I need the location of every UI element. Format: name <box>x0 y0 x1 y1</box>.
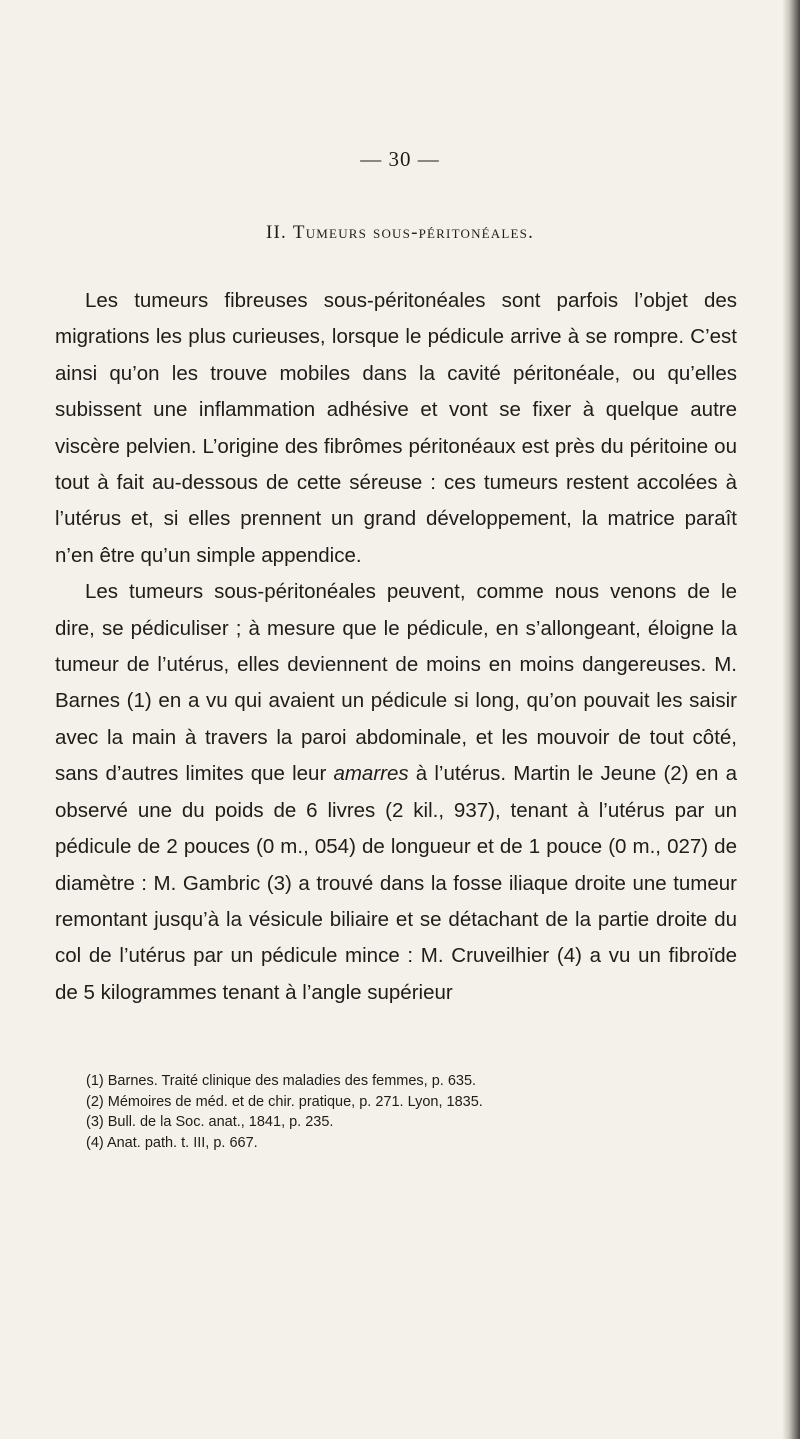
footnote-4: (4) Anat. path. t. III, p. 667. <box>86 1134 258 1151</box>
paragraph-2-part-1: Les tumeurs sous-péritonéales peuvent, comme nous venons de le dire, se pédiculiser ; à mesure que le pédicule, en s’allongeant, éloigne la tumeur de l’utérus, elles deviennent de moins en moins dangereuses. M. Barnes (1) en a vu qui avaient un pédicule si long, qu’on pouvait les saisir avec la main à travers la paroi abdominale, et les mouvoir de tout côté, sans d’autres limites que leur <box>55 580 737 786</box>
page-edge-shadow <box>782 0 800 1439</box>
footnote-3: (3) Bull. de la Soc. anat., 1841, p. 235. <box>86 1114 334 1130</box>
page-number: — 30 — <box>360 147 440 171</box>
paragraph-2-part-2: à l’utérus. Martin le Jeune (2) en a observé une du poids de 6 livres (2 kil., 937), tenant à l’utérus par un pédicule de 2 pouces (0 m., 054) de longueur et de 1 pouce (0 m., 027) de diamètre : M. Gambric (3) a trouvé dans la fosse iliaque droite une tumeur remontant jusqu’à la vésicule biliaire et se détachant de la partie droite du col de l’utérus par un pédicule mince : M. Cruveilhier (4) a vu un fibroïde de 5 kilogrammes tenant à l’angle supérieur <box>55 762 738 1004</box>
italic-term: amarres <box>333 762 409 786</box>
section-numeral: II. <box>265 222 287 243</box>
body-text <box>55 283 737 1011</box>
footnotes <box>86 1071 746 1153</box>
paragraph-1: Les tumeurs fibreuses sous-péritonéales sont parfois l’objet des migrations les plus curieuses, lorsque le pédicule arrive à se rompre. C’est ainsi qu’on les trouve mobiles dans la cavité péritonéale, ou qu’elles subissent une inflammation adhésive et vont se fixer à quelque autre viscère pelvien. L’origine des fibrômes péritonéaux est près du péritoine ou tout à fait au-dessous de cette séreuse : ces tumeurs restent accolées à l’utérus et, si elles prennent un grand développement, la matrice paraît n’en être qu’un simple appendice. <box>55 289 737 567</box>
section-heading <box>0 222 800 244</box>
section-title: Tumeurs sous-péritonéales. <box>292 222 535 243</box>
footnote-1: (1) Barnes. Traité clinique des maladies des femmes, p. 635. <box>86 1073 477 1089</box>
paragraph-2 <box>55 574 737 1011</box>
footnote-2: (2) Mémoires de méd. et de chir. pratique, p. 271. Lyon, 1835. <box>86 1093 483 1110</box>
